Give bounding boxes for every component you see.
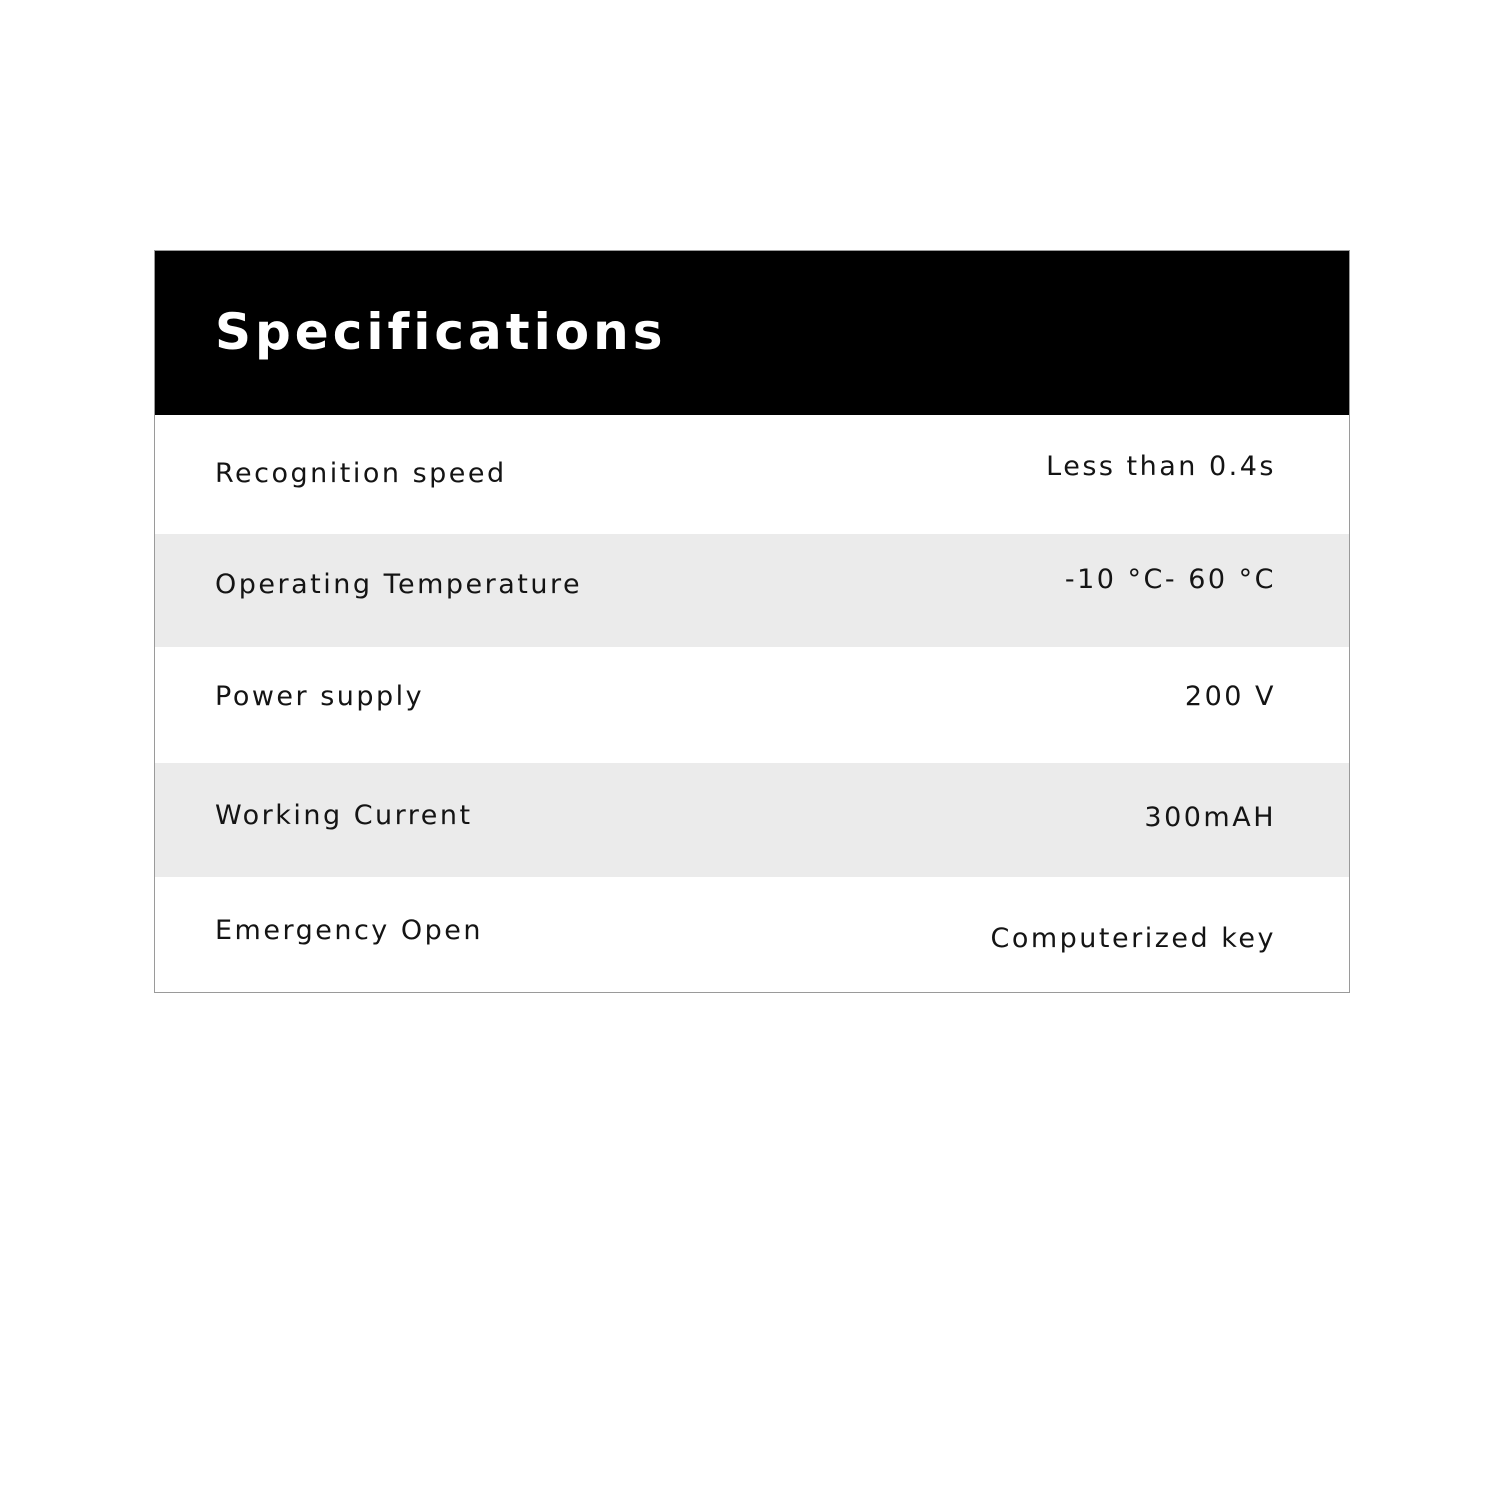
- table-row: [155, 763, 1349, 877]
- spec-label: Recognition speed: [215, 458, 507, 489]
- table-row: [155, 415, 1349, 534]
- spec-label: Power supply: [215, 681, 425, 712]
- spec-label: Emergency Open: [215, 915, 483, 946]
- table-row: [155, 877, 1349, 992]
- table-row: [155, 647, 1349, 763]
- spec-value: 300mAH: [1144, 802, 1276, 833]
- spec-value: -10 °C- 60 °C: [1064, 564, 1276, 595]
- spec-value: Computerized key: [990, 923, 1276, 954]
- spec-label: Working Current: [215, 800, 473, 831]
- table-row: [155, 534, 1349, 647]
- table-header: [155, 251, 1349, 415]
- spec-value: Less than 0.4s: [1046, 451, 1276, 482]
- page-title: Specifications: [215, 303, 667, 361]
- spec-value: 200 V: [1184, 681, 1276, 712]
- spec-label: Operating Temperature: [215, 569, 583, 600]
- specifications-table: [154, 250, 1350, 993]
